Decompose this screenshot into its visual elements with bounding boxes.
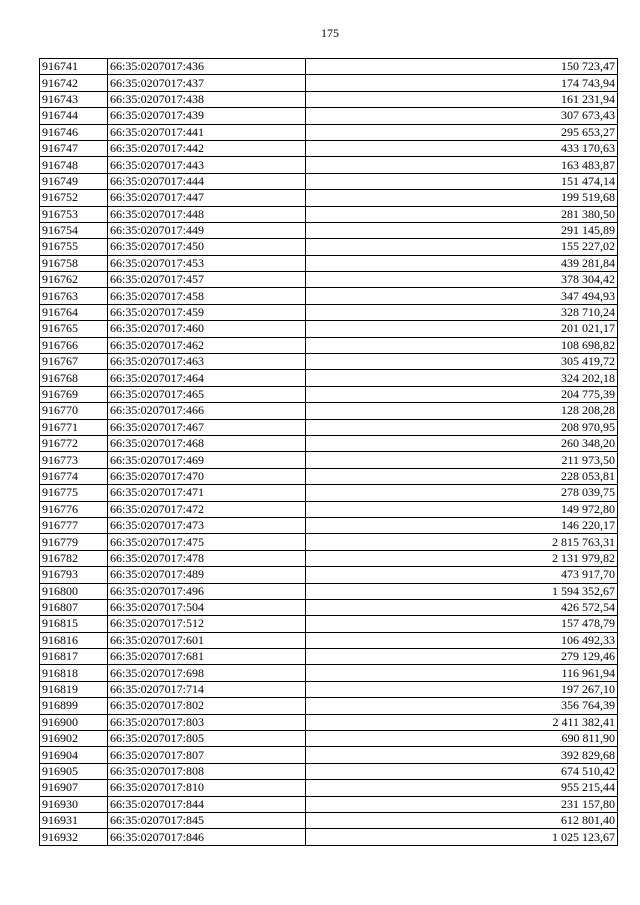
amount-cell: 305 419,72 — [306, 354, 618, 370]
amount-cell: 116 961,94 — [306, 665, 618, 681]
cadastral-number-cell: 66:35:0207017:439 — [108, 108, 306, 124]
table-row — [40, 239, 618, 255]
table-row — [40, 288, 618, 304]
cadastral-number-cell: 66:35:0207017:438 — [108, 91, 306, 107]
table-row — [40, 812, 618, 828]
amount-cell: 260 348,20 — [306, 435, 618, 451]
amount-cell: 356 764,39 — [306, 698, 618, 714]
table-row — [40, 599, 618, 615]
amount-cell: 163 483,87 — [306, 157, 618, 173]
amount-cell: 174 743,94 — [306, 75, 618, 91]
record-number-cell: 916743 — [40, 91, 108, 107]
table-row — [40, 386, 618, 402]
table-row — [40, 452, 618, 468]
table-row — [40, 354, 618, 370]
table-row — [40, 747, 618, 763]
record-number-cell: 916775 — [40, 485, 108, 501]
table-row — [40, 780, 618, 796]
record-number-cell: 916765 — [40, 321, 108, 337]
record-number-cell: 916776 — [40, 501, 108, 517]
amount-cell: 204 775,39 — [306, 386, 618, 402]
table-row — [40, 567, 618, 583]
cadastral-number-cell: 66:35:0207017:470 — [108, 468, 306, 484]
table-row — [40, 501, 618, 517]
amount-cell: 612 801,40 — [306, 812, 618, 828]
cadastral-number-cell: 66:35:0207017:681 — [108, 649, 306, 665]
table-row — [40, 616, 618, 632]
cadastral-number-cell: 66:35:0207017:441 — [108, 124, 306, 140]
cadastral-number-cell: 66:35:0207017:473 — [108, 517, 306, 533]
cadastral-number-cell: 66:35:0207017:846 — [108, 829, 306, 845]
record-number-cell: 916779 — [40, 534, 108, 550]
record-number-cell: 916763 — [40, 288, 108, 304]
cadastral-number-cell: 66:35:0207017:512 — [108, 616, 306, 632]
cadastral-number-cell: 66:35:0207017:478 — [108, 550, 306, 566]
record-number-cell: 916899 — [40, 698, 108, 714]
amount-cell: 201 021,17 — [306, 321, 618, 337]
record-number-cell: 916762 — [40, 272, 108, 288]
table-row — [40, 763, 618, 779]
record-number-cell: 916774 — [40, 468, 108, 484]
amount-cell: 347 494,93 — [306, 288, 618, 304]
record-number-cell: 916746 — [40, 124, 108, 140]
record-number-cell: 916819 — [40, 681, 108, 697]
record-number-cell: 916752 — [40, 190, 108, 206]
table-row — [40, 370, 618, 386]
amount-cell: 955 215,44 — [306, 780, 618, 796]
amount-cell: 426 572,54 — [306, 599, 618, 615]
record-number-cell: 916902 — [40, 731, 108, 747]
table-row — [40, 91, 618, 107]
table-row — [40, 108, 618, 124]
cadastral-number-cell: 66:35:0207017:807 — [108, 747, 306, 763]
table-row — [40, 681, 618, 697]
table-row — [40, 517, 618, 533]
table-row — [40, 157, 618, 173]
record-number-cell: 916816 — [40, 632, 108, 648]
amount-cell: 149 972,80 — [306, 501, 618, 517]
table-row — [40, 435, 618, 451]
amount-cell: 2 815 763,31 — [306, 534, 618, 550]
cadastral-number-cell: 66:35:0207017:489 — [108, 567, 306, 583]
table-row — [40, 321, 618, 337]
record-number-cell: 916766 — [40, 337, 108, 353]
amount-cell: 208 970,95 — [306, 419, 618, 435]
record-number-cell: 916771 — [40, 419, 108, 435]
record-number-cell: 916907 — [40, 780, 108, 796]
cadastral-number-cell: 66:35:0207017:802 — [108, 698, 306, 714]
amount-cell: 278 039,75 — [306, 485, 618, 501]
amount-cell: 228 053,81 — [306, 468, 618, 484]
record-number-cell: 916905 — [40, 763, 108, 779]
record-number-cell: 916769 — [40, 386, 108, 402]
record-number-cell: 916772 — [40, 435, 108, 451]
table-row — [40, 534, 618, 550]
cadastral-number-cell: 66:35:0207017:698 — [108, 665, 306, 681]
cadastral-number-cell: 66:35:0207017:845 — [108, 812, 306, 828]
amount-cell: 307 673,43 — [306, 108, 618, 124]
amount-cell: 291 145,89 — [306, 222, 618, 238]
record-number-cell: 916768 — [40, 370, 108, 386]
cadastral-number-cell: 66:35:0207017:459 — [108, 304, 306, 320]
record-number-cell: 916931 — [40, 812, 108, 828]
record-number-cell: 916744 — [40, 108, 108, 124]
cadastral-number-cell: 66:35:0207017:472 — [108, 501, 306, 517]
record-number-cell: 916755 — [40, 239, 108, 255]
cadastral-number-cell: 66:35:0207017:810 — [108, 780, 306, 796]
table-row — [40, 140, 618, 156]
table-row — [40, 337, 618, 353]
table-row — [40, 419, 618, 435]
record-number-cell: 916900 — [40, 714, 108, 730]
cadastral-number-cell: 66:35:0207017:714 — [108, 681, 306, 697]
record-number-cell: 916758 — [40, 255, 108, 271]
record-number-cell: 916782 — [40, 550, 108, 566]
table-row — [40, 550, 618, 566]
cadastral-number-cell: 66:35:0207017:448 — [108, 206, 306, 222]
table-row — [40, 485, 618, 501]
record-number-cell: 916741 — [40, 59, 108, 75]
amount-cell: 151 474,14 — [306, 173, 618, 189]
amount-cell: 439 281,84 — [306, 255, 618, 271]
table-row — [40, 796, 618, 812]
cadastral-number-cell: 66:35:0207017:458 — [108, 288, 306, 304]
amount-cell: 197 267,10 — [306, 681, 618, 697]
cadastral-number-cell: 66:35:0207017:463 — [108, 354, 306, 370]
record-number-cell: 916807 — [40, 599, 108, 615]
record-number-cell: 916773 — [40, 452, 108, 468]
cadastral-number-cell: 66:35:0207017:449 — [108, 222, 306, 238]
cadastral-number-cell: 66:35:0207017:496 — [108, 583, 306, 599]
amount-cell: 106 492,33 — [306, 632, 618, 648]
amount-cell: 2 131 979,82 — [306, 550, 618, 566]
cadastral-number-cell: 66:35:0207017:447 — [108, 190, 306, 206]
record-number-cell: 916932 — [40, 829, 108, 845]
amount-cell: 150 723,47 — [306, 59, 618, 75]
amount-cell: 328 710,24 — [306, 304, 618, 320]
cadastral-number-cell: 66:35:0207017:436 — [108, 59, 306, 75]
table-row — [40, 222, 618, 238]
amount-cell: 211 973,50 — [306, 452, 618, 468]
cadastral-number-cell: 66:35:0207017:468 — [108, 435, 306, 451]
amount-cell: 295 653,27 — [306, 124, 618, 140]
amount-cell: 281 380,50 — [306, 206, 618, 222]
amount-cell: 392 829,68 — [306, 747, 618, 763]
record-number-cell: 916770 — [40, 403, 108, 419]
cadastral-number-cell: 66:35:0207017:457 — [108, 272, 306, 288]
cadastral-number-cell: 66:35:0207017:808 — [108, 763, 306, 779]
cadastral-number-cell: 66:35:0207017:844 — [108, 796, 306, 812]
record-number-cell: 916815 — [40, 616, 108, 632]
table-row — [40, 468, 618, 484]
record-number-cell: 916793 — [40, 567, 108, 583]
record-number-cell: 916764 — [40, 304, 108, 320]
table-row — [40, 173, 618, 189]
registry-table — [39, 58, 618, 846]
amount-cell: 146 220,17 — [306, 517, 618, 533]
table-row — [40, 731, 618, 747]
table-row — [40, 124, 618, 140]
amount-cell: 231 157,80 — [306, 796, 618, 812]
table-row — [40, 649, 618, 665]
cadastral-number-cell: 66:35:0207017:601 — [108, 632, 306, 648]
cadastral-number-cell: 66:35:0207017:471 — [108, 485, 306, 501]
cadastral-number-cell: 66:35:0207017:460 — [108, 321, 306, 337]
cadastral-number-cell: 66:35:0207017:464 — [108, 370, 306, 386]
record-number-cell: 916777 — [40, 517, 108, 533]
registry-table-body — [40, 59, 618, 846]
cadastral-number-cell: 66:35:0207017:442 — [108, 140, 306, 156]
table-row — [40, 829, 618, 845]
cadastral-number-cell: 66:35:0207017:803 — [108, 714, 306, 730]
amount-cell: 279 129,46 — [306, 649, 618, 665]
table-row — [40, 190, 618, 206]
table-row — [40, 304, 618, 320]
amount-cell: 108 698,82 — [306, 337, 618, 353]
record-number-cell: 916754 — [40, 222, 108, 238]
table-row — [40, 403, 618, 419]
table-row — [40, 255, 618, 271]
cadastral-number-cell: 66:35:0207017:475 — [108, 534, 306, 550]
record-number-cell: 916930 — [40, 796, 108, 812]
amount-cell: 155 227,02 — [306, 239, 618, 255]
table-row — [40, 272, 618, 288]
cadastral-number-cell: 66:35:0207017:469 — [108, 452, 306, 468]
amount-cell: 157 478,79 — [306, 616, 618, 632]
cadastral-number-cell: 66:35:0207017:453 — [108, 255, 306, 271]
cadastral-number-cell: 66:35:0207017:462 — [108, 337, 306, 353]
amount-cell: 690 811,90 — [306, 731, 618, 747]
amount-cell: 674 510,42 — [306, 763, 618, 779]
record-number-cell: 916800 — [40, 583, 108, 599]
amount-cell: 378 304,42 — [306, 272, 618, 288]
cadastral-number-cell: 66:35:0207017:450 — [108, 239, 306, 255]
table-row — [40, 714, 618, 730]
cadastral-number-cell: 66:35:0207017:805 — [108, 731, 306, 747]
record-number-cell: 916742 — [40, 75, 108, 91]
cadastral-number-cell: 66:35:0207017:467 — [108, 419, 306, 435]
record-number-cell: 916818 — [40, 665, 108, 681]
cadastral-number-cell: 66:35:0207017:504 — [108, 599, 306, 615]
cadastral-number-cell: 66:35:0207017:465 — [108, 386, 306, 402]
record-number-cell: 916767 — [40, 354, 108, 370]
table-row — [40, 583, 618, 599]
amount-cell: 128 208,28 — [306, 403, 618, 419]
cadastral-number-cell: 66:35:0207017:466 — [108, 403, 306, 419]
amount-cell: 161 231,94 — [306, 91, 618, 107]
table-row — [40, 698, 618, 714]
amount-cell: 1 025 123,67 — [306, 829, 618, 845]
table-row — [40, 665, 618, 681]
page-number: 175 — [321, 26, 339, 40]
table-row — [40, 59, 618, 75]
record-number-cell: 916904 — [40, 747, 108, 763]
table-row — [40, 75, 618, 91]
record-number-cell: 916747 — [40, 140, 108, 156]
cadastral-number-cell: 66:35:0207017:443 — [108, 157, 306, 173]
amount-cell: 433 170,63 — [306, 140, 618, 156]
cadastral-number-cell: 66:35:0207017:437 — [108, 75, 306, 91]
table-row — [40, 632, 618, 648]
table-row — [40, 206, 618, 222]
amount-cell: 1 594 352,67 — [306, 583, 618, 599]
record-number-cell: 916748 — [40, 157, 108, 173]
amount-cell: 473 917,70 — [306, 567, 618, 583]
cadastral-number-cell: 66:35:0207017:444 — [108, 173, 306, 189]
record-number-cell: 916817 — [40, 649, 108, 665]
record-number-cell: 916749 — [40, 173, 108, 189]
amount-cell: 2 411 382,41 — [306, 714, 618, 730]
amount-cell: 324 202,18 — [306, 370, 618, 386]
amount-cell: 199 519,68 — [306, 190, 618, 206]
record-number-cell: 916753 — [40, 206, 108, 222]
